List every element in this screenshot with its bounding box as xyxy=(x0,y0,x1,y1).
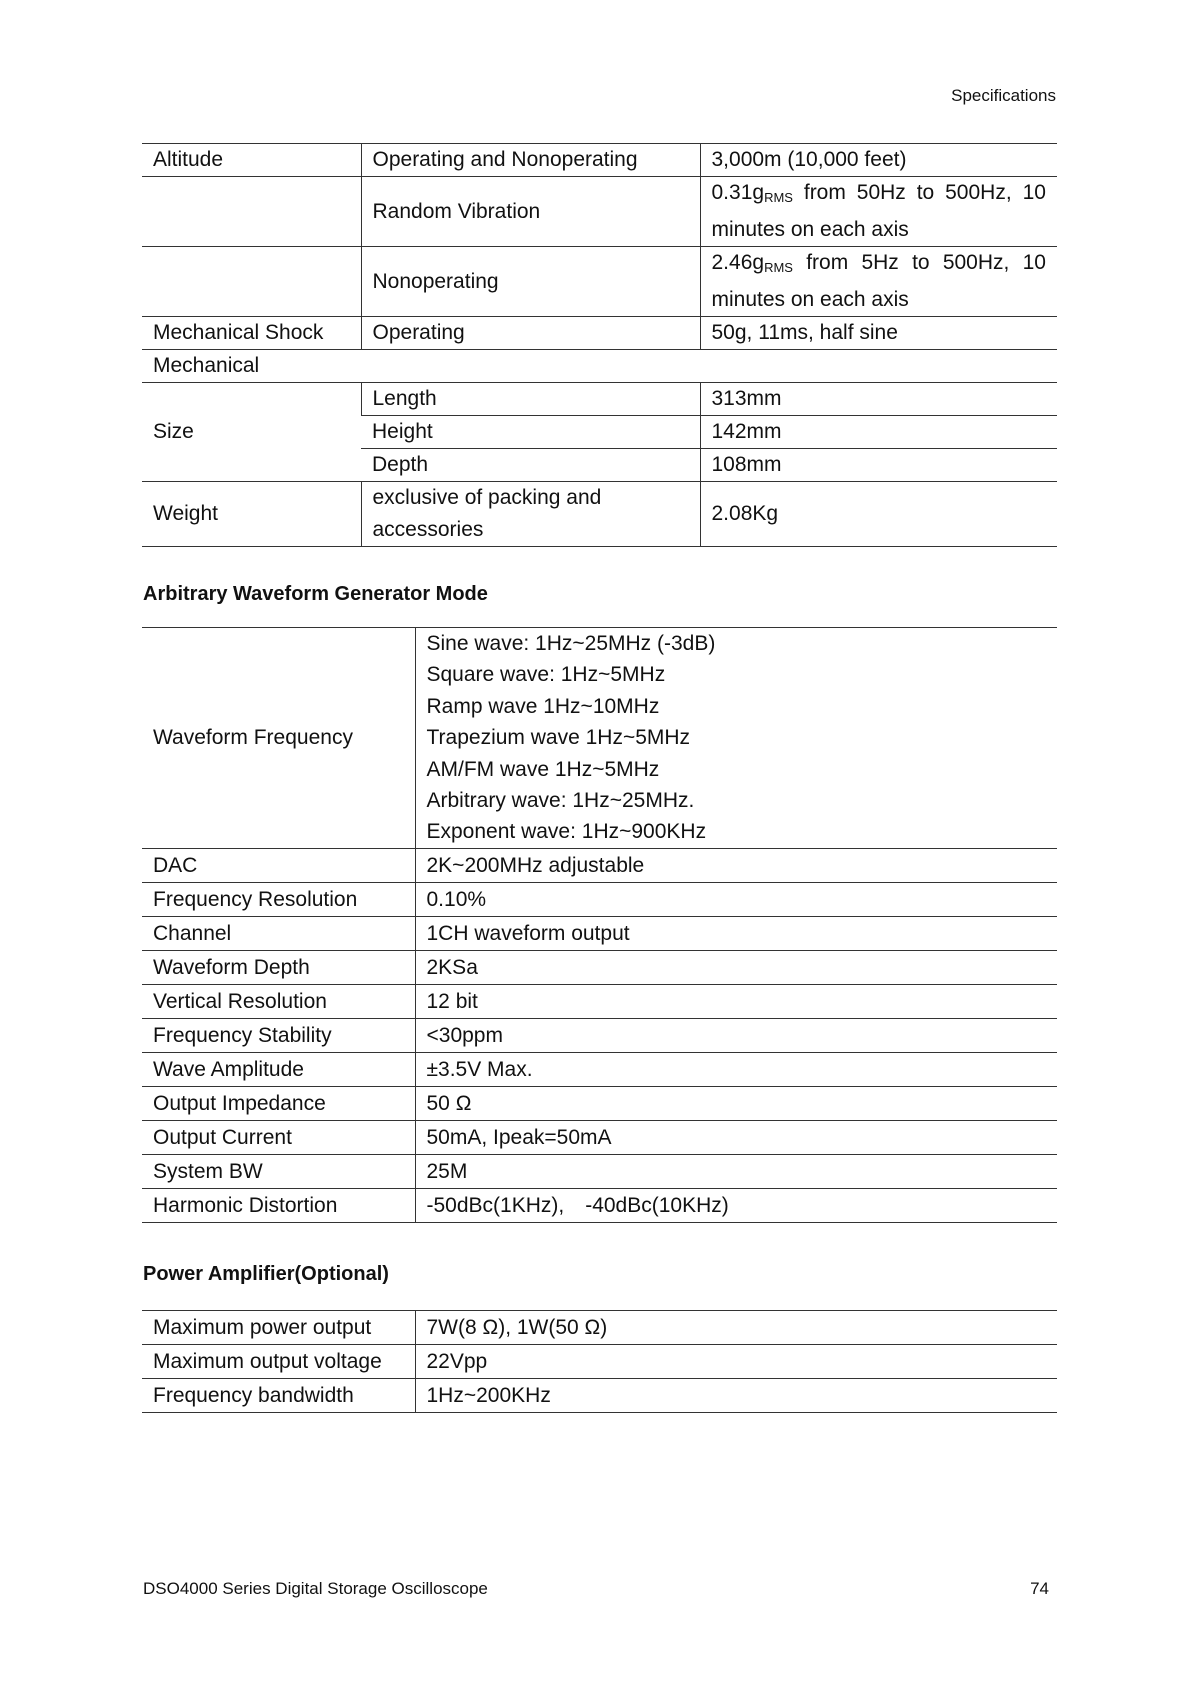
spec-value: 2.08Kg xyxy=(700,482,1057,547)
awg-spec-table xyxy=(142,627,1057,1223)
spec-condition: Nonoperating xyxy=(361,247,700,317)
table-row xyxy=(142,350,1057,383)
footer-document-title: DSO4000 Series Digital Storage Oscilloscope xyxy=(143,1579,488,1598)
spec-value: ±3.5V Max. xyxy=(415,1052,1057,1086)
spec-value: 1CH waveform output xyxy=(415,916,1057,950)
spec-condition xyxy=(361,482,700,547)
spec-value: 50 Ω xyxy=(415,1086,1057,1120)
table-row xyxy=(142,482,1057,547)
spec-value: 1Hz~200KHz xyxy=(415,1379,1057,1413)
spec-condition: Operating and Nonoperating xyxy=(361,144,700,177)
spec-value: 50g, 11ms, half sine xyxy=(700,317,1057,350)
table-row xyxy=(142,1086,1057,1120)
spec-value: 7W(8 Ω), 1W(50 Ω) xyxy=(415,1311,1057,1345)
spec-value: 108mm xyxy=(700,449,1057,482)
condition-line: accessories xyxy=(372,518,484,541)
spec-condition: Depth xyxy=(361,449,700,482)
spec-value xyxy=(700,177,1057,247)
value-word: 500Hz, xyxy=(942,251,1010,274)
table-row xyxy=(142,1052,1057,1086)
value-word: to xyxy=(912,251,930,274)
condition-line: exclusive of packing and xyxy=(372,486,602,509)
value-word: 10 xyxy=(1022,181,1046,204)
spec-label: Output Current xyxy=(142,1120,415,1154)
page-number: 74 xyxy=(1030,1579,1049,1598)
spec-value: 50mA, Ipeak=50mA xyxy=(415,1120,1057,1154)
spec-value: <30ppm xyxy=(415,1018,1057,1052)
section-header: Specifications xyxy=(951,86,1056,105)
spec-value: 2KSa xyxy=(415,950,1057,984)
list-item: Exponent wave: 1Hz~900KHz xyxy=(426,820,707,844)
spec-value: -50dBc(1KHz), -40dBc(10KHz) xyxy=(415,1188,1057,1222)
table-row xyxy=(142,984,1057,1018)
waveform-frequency-list xyxy=(415,628,1057,849)
spec-condition: Random Vibration xyxy=(361,177,700,247)
spec-label: Maximum power output xyxy=(142,1311,415,1345)
table-row xyxy=(142,247,1057,317)
spec-value: 22Vpp xyxy=(415,1345,1057,1379)
power-amplifier-spec-table xyxy=(142,1310,1057,1413)
table-row xyxy=(142,177,1057,247)
value-line: minutes on each axis xyxy=(711,288,909,311)
spec-label: Frequency Stability xyxy=(142,1018,415,1052)
value-word: 10 xyxy=(1022,251,1046,274)
table-row xyxy=(142,882,1057,916)
spec-condition: Length xyxy=(361,383,700,416)
spec-label: Frequency bandwidth xyxy=(142,1379,415,1413)
spec-value xyxy=(700,247,1057,317)
list-item: Arbitrary wave: 1Hz~25MHz. xyxy=(426,789,695,813)
table-row xyxy=(142,916,1057,950)
environment-spec-table xyxy=(142,143,1057,547)
spec-label xyxy=(142,247,361,317)
value-line: minutes on each axis xyxy=(711,218,909,241)
spec-label: Maximum output voltage xyxy=(142,1345,415,1379)
spec-value: 142mm xyxy=(700,416,1057,449)
list-item: Trapezium wave 1Hz~5MHz xyxy=(426,726,691,750)
table-row xyxy=(142,1188,1057,1222)
spec-label: Waveform Depth xyxy=(142,950,415,984)
spec-label: Frequency Resolution xyxy=(142,882,415,916)
spec-label: Weight xyxy=(142,482,361,547)
spec-label: Wave Amplitude xyxy=(142,1052,415,1086)
power-amplifier-section-title: Power Amplifier(Optional) xyxy=(143,1263,389,1285)
table-row xyxy=(142,383,1057,416)
table-row xyxy=(142,1311,1057,1345)
value-number: 0.31g xyxy=(711,181,765,204)
table-row xyxy=(142,1154,1057,1188)
spec-label: Output Impedance xyxy=(142,1086,415,1120)
value-word: 5Hz xyxy=(861,251,899,274)
spec-condition: Operating xyxy=(361,317,700,350)
spec-value: 12 bit xyxy=(415,984,1057,1018)
table-row xyxy=(142,144,1057,177)
list-item: Sine wave: 1Hz~25MHz (-3dB) xyxy=(426,632,716,655)
spec-label: Altitude xyxy=(142,144,361,177)
value-word: to xyxy=(916,181,935,204)
spec-group-heading: Mechanical xyxy=(142,350,1057,383)
spec-label: Size xyxy=(142,383,361,482)
table-row xyxy=(142,1379,1057,1413)
table-row xyxy=(142,848,1057,882)
spec-label: Harmonic Distortion xyxy=(142,1188,415,1222)
value-subscript: RMS xyxy=(764,260,793,275)
spec-label: Waveform Frequency xyxy=(142,628,415,849)
list-item: AM/FM wave 1Hz~5MHz xyxy=(426,757,660,781)
table-row xyxy=(142,950,1057,984)
spec-label xyxy=(142,177,361,247)
value-word: from xyxy=(803,181,846,204)
spec-value: 3,000m (10,000 feet) xyxy=(700,144,1057,177)
table-row xyxy=(142,1345,1057,1379)
value-word: 50Hz xyxy=(856,181,906,204)
spec-value: 0.10% xyxy=(415,882,1057,916)
value-word: from xyxy=(806,251,849,274)
value-word: 500Hz, xyxy=(945,181,1012,204)
spec-label: System BW xyxy=(142,1154,415,1188)
spec-label: DAC xyxy=(142,848,415,882)
table-row xyxy=(142,1120,1057,1154)
spec-value: 313mm xyxy=(700,383,1057,416)
value-number: 2.46g xyxy=(711,251,765,274)
list-item: Ramp wave 1Hz~10MHz xyxy=(426,694,660,718)
spec-label: Vertical Resolution xyxy=(142,984,415,1018)
spec-value: 25M xyxy=(415,1154,1057,1188)
spec-condition: Height xyxy=(361,416,700,449)
awg-section-title: Arbitrary Waveform Generator Mode xyxy=(143,583,488,605)
spec-label: Channel xyxy=(142,916,415,950)
table-row xyxy=(142,628,1057,849)
table-row xyxy=(142,1018,1057,1052)
value-subscript: RMS xyxy=(764,190,793,205)
spec-value: 2K~200MHz adjustable xyxy=(415,848,1057,882)
list-item: Square wave: 1Hz~5MHz xyxy=(426,663,666,687)
spec-label: Mechanical Shock xyxy=(142,317,361,350)
table-row xyxy=(142,317,1057,350)
